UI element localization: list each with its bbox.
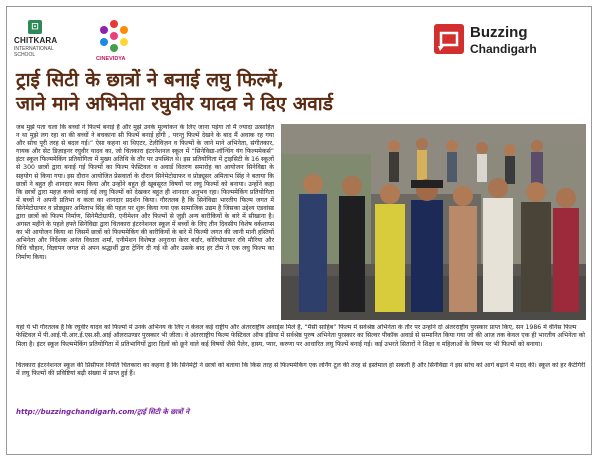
chitkara-logo <box>14 20 84 66</box>
source-link[interactable]: http://buzzingchandigarh.com/ट्राई सिटी के छात्रों ने <box>16 408 190 416</box>
chitkara-name: CHITKARA <box>14 36 58 45</box>
chitkara-sub-1: INTERNATIONAL <box>14 46 54 52</box>
cinevidya-mark-icon <box>94 16 134 56</box>
buzzing-chandigarh-logo <box>434 22 584 62</box>
headline-line-1: ट्राई सिटी के छात्रों ने बनाई लघु फिल्में, <box>16 69 285 91</box>
cinevidya-logo <box>94 16 134 62</box>
event-photo <box>281 124 586 320</box>
chitkara-sub-2: SCHOOL <box>14 52 36 58</box>
article-column-text: जब मुझे पता चला कि बच्चों ने फिल्में बनाई हैं और मुझे उनके मूल्यांकन के लिए जाना पड़ेगा तो मैं ज्यादा उत्साहित न था मुझे लग रहा था की बच्चों ने बचकाना सी फिल्में बनाई होंगी , परन्तु फिल्में देखने के बाद मैं अवाक रह गया और सोच पूरी तरह से बदल गई।” ऐसा कहना था थिएटर, टेलीविज़न व फिल्मों के जाने माने अभिनेता, संगीतकार, गायक और सेट डिज़ाइनर रघुवीर यादव का, जो चितकारा इंटरनेशनल स्कूल में “सिनेविद्या-लॉन्चिंग यंग फिल्ममेकर्स” इंटर स्कूल फिल्ममेकिंग प्रतियोगिता में मुख्य अतिथि के तौर पर उपस्थित थे। इस प्रतियोगिता में ट्राइसिटी के 16 स्कूलों से 300 छात्रों द्वारा बनाई गई फिल्मों का फिल्म फेस्टिवल व अवार्ड वितरण समारोह का आयोजन सिनेविद्या के सहयोग से किया गया। इस दौरान आयोजित प्रेसवार्ता के दौरान सिनेमेटोग्राफर व प्रोड्यूसर अमिताभ सिंह ने बताया कि छात्रों ने बहुत ही शानदार काम किया और उन्होंने बहुत ही खूबसूरत विषयों पर लघु फिल्मों को बनाया। उन्होंने कहा कि छात्रों द्वारा महज़ कच्चे बनाई गई लघु फिल्मों को देखकर बहुत ही शानदार अनुभव रहा। फिल्ममेकिंग प्रतियोगिता में बच्चों ने अपनी प्रतिभा व कला का शानदार प्रदर्शन किया। गौरतलब है कि सिनेविद्या भारतीय फिल्म जगत में सिनेमेटोग्राफर व प्रोड्यूसर अमिताभ सिंह की पहल पर शुरू किया गया एक सामाजिक उद्यम है जिसका उद्देश्य एडवांस्ड द्वारा छात्रों को फिल्म निर्माण, सिनेमैटोग्राफी, एनीमेशन और फिल्मों से जुड़ी अन्य बारीकियों के बारे में सीखाना है। अगस्त महीने के पहले हफ्ते सिनेविद्या द्वारा चितकारा इंटरनेशनल स्कूल में बच्चों के लिए तीन दिवसीय विशेष वर्कशाप्स का भी आयोजन किया था जिसमें छात्रों को फिल्ममेकिंग की बारीकियों के बारे में फिल्मी जगत की जानी मानी हस्तियों अभिनेता और निर्देशक अनंत विधाता शर्मा, एनीमेशन विशेषज्ञ अनुराधा केरर बर्दार, कोरियोग्राफर रवि मौरिया और विधि चौहान, विज्ञापन जगत से अपन श्रद्धार्थी द्वारा ट्रेनिंग दी गई थी और उसके बाद हर टीम ने एक लघु फिल्म का निर्माण किया। <box>16 124 274 261</box>
cinevidya-name: CINEVIDYA <box>96 56 126 62</box>
chitkara-sub <box>14 46 54 58</box>
buzzing-chandigarh-mark-icon <box>434 24 464 54</box>
chitkara-mark-icon: ⊡ <box>28 20 42 34</box>
headline <box>16 68 456 116</box>
headline-line-2: जाने माने अभिनेता रघुवीर यादव ने दिए अवार्ड <box>16 93 333 115</box>
brand-word-1: Buzzing <box>470 24 528 41</box>
brand-word-2: Chandigarh <box>470 42 537 56</box>
article-paragraph-1: यहां ये भी गौरतलब है कि रघुवीर यादव को फिल्मों में उनके अभिनय के लिए न केवल कई राष्ट्रीय और अंतरराष्ट्रीय अवार्ड्स मिले हैं, “मैसी साहिब” फिल्म में सर्वश्रेष्ठ अभिनेता के तौर पर उन्होंने दो अंतरराष्ट्रीय पुरस्कार प्राप्त किए, सन 1986 में वेनिस फिल्म फेस्टिवल में पी.आई.पी.आर.ई.एस.सी.आई ऑलराउण्डर पुरस्कार भी जीता। वे अंतरराष्ट्रीय फिल्म फेस्टिवल ऑफ इंडिया में सर्वश्रेष्ठ पुरुष अभिनेता पुरस्कार का सिल्वर पीकॉक अवार्ड से सम्मानित किया गया जो की आज तक केवल एक ही भारतीय अभिनेता को मिला है। इंटर स्कूल फिल्ममेकिंग प्रतियोगिता में प्रतिभागियों द्वारा दिलों को छूने वाले कई विषयों जैसे पैलेर, हास्य, प्यार, करुणा पर आधारित लघु फिल्में बनाई गई। कई उभरते सितारों ने शिक्षा व महिलाओं के विषय पर भी फिल्मों को बनाया। <box>16 324 586 348</box>
article-paragraph-2: चितकारा इंटरनेशनल स्कूल की प्रिंसीपल नियति चितकारा का कहना है कि सिनेमेट्री ने छात्रों को बताया कि किस तरह से फिल्ममेकिंग एक लर्निंग टूल की तरह से इस्तेमाल हो सकती है और सिनेविद्या ने इस सोच को आगे बढ़ाने में मदद की। स्कूल को हर कैटेगिरी में लघु फिल्मों की प्रविष्टियां बढ़ी संख्या में प्राप्त हुई हैं। <box>16 362 586 378</box>
